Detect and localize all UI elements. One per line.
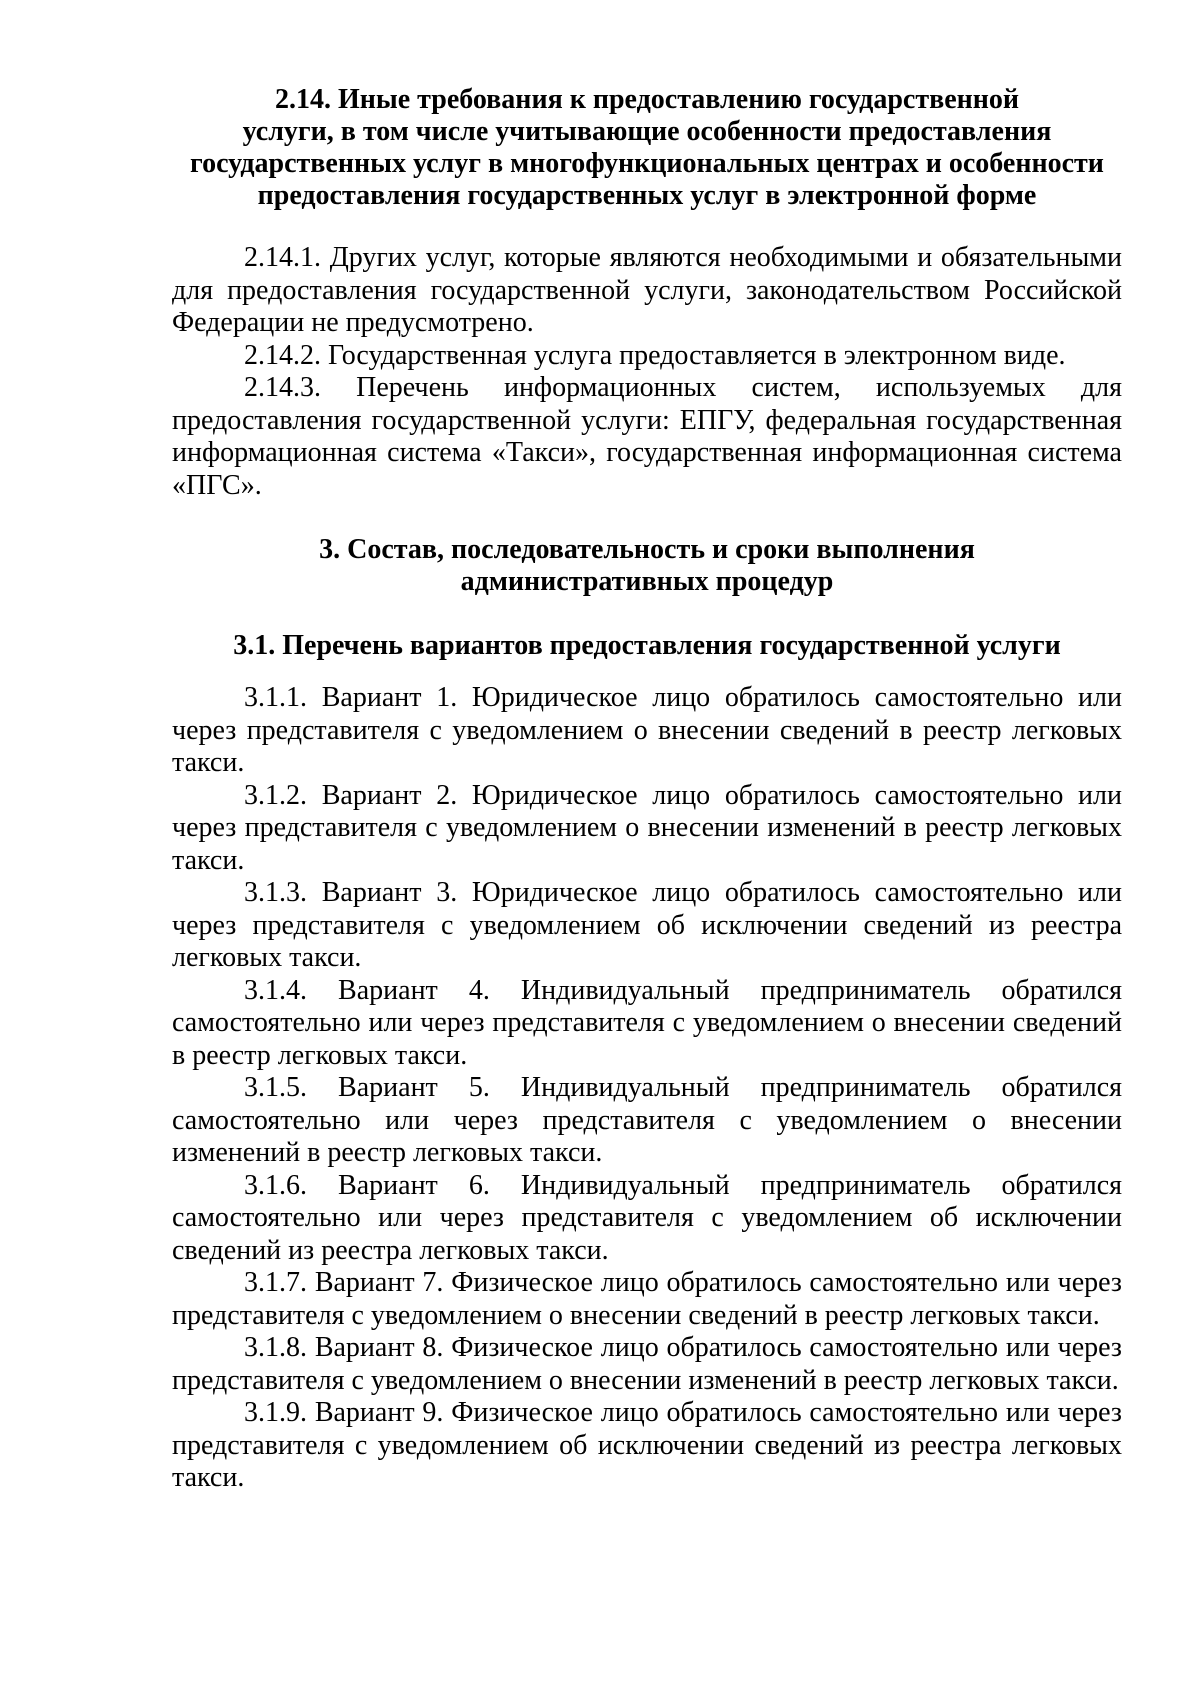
paragraph-3-1-5: 3.1.5. Вариант 5. Индивидуальный предприниматель обратился самостоятельно или через представителя с уведомлением о внесении изменений в реестр легковых такси. bbox=[172, 1072, 1122, 1168]
section-2-14-heading bbox=[172, 84, 1122, 212]
paragraph-3-1-8: 3.1.8. Вариант 8. Физическое лицо обратилось самостоятельно или через представителя с уведомлением о внесении изменений в реестр легковых такси. bbox=[172, 1332, 1122, 1396]
paragraph-2-14-3: 2.14.3. Перечень информационных систем, используемых для предоставления государственной услуги: ЕПГУ, федеральная государственная информационная система «Такси», государственная информационная система «ПГС». bbox=[172, 372, 1122, 501]
paragraph-2-14-1: 2.14.1. Других услуг, которые являются необходимыми и обязательными для предоставления государственной услуги, законодательством Российской Федерации не предусмотрено. bbox=[172, 242, 1122, 338]
paragraph-3-1-7: 3.1.7. Вариант 7. Физическое лицо обратилось самостоятельно или через представителя с уведомлением о внесении сведений в реестр легковых такси. bbox=[172, 1267, 1122, 1331]
heading-line: предоставления государственных услуг в электронной форме bbox=[257, 180, 1037, 211]
paragraph-3-1-6: 3.1.6. Вариант 6. Индивидуальный предприниматель обратился самостоятельно или через представителя с уведомлением об исключении сведений из реестра легковых такси. bbox=[172, 1169, 1122, 1266]
section-3-1-heading: 3.1. Перечень вариантов предоставления государственной услуги bbox=[233, 630, 1061, 661]
paragraph-3-1-9: 3.1.9. Вариант 9. Физическое лицо обратилось самостоятельно или через представителя с уведомлением об исключении сведений из реестра легковых такси. bbox=[172, 1397, 1122, 1493]
heading-line: 3. Состав, последовательность и сроки выполнения bbox=[319, 534, 975, 565]
document-page bbox=[172, 84, 1122, 1495]
section-3-heading bbox=[172, 534, 1122, 598]
heading-line: 2.14. Иные требования к предоставлению государственной bbox=[274, 84, 1020, 115]
paragraph-3-1-1: 3.1.1. Вариант 1. Юридическое лицо обратилось самостоятельно или через представителя с уведомлением о внесении сведений в реестр легковых такси. bbox=[172, 682, 1122, 778]
heading-line: услуги, в том числе учитывающие особенности предоставления bbox=[242, 116, 1052, 147]
paragraph-3-1-4: 3.1.4. Вариант 4. Индивидуальный предприниматель обратился самостоятельно или через представителя с уведомлением о внесении сведений в реестр легковых такси. bbox=[172, 974, 1122, 1071]
heading-line: административных процедур bbox=[460, 566, 834, 597]
heading-line: государственных услуг в многофункциональных центрах и особенности bbox=[190, 148, 1104, 179]
paragraph-3-1-3: 3.1.3. Вариант 3. Юридическое лицо обратилось самостоятельно или через представителя с уведомлением об исключении сведений из реестра легковых такси. bbox=[172, 877, 1122, 973]
paragraph-3-1-2: 3.1.2. Вариант 2. Юридическое лицо обратилось самостоятельно или через представителя с уведомлением о внесении изменений в реестр легковых такси. bbox=[172, 779, 1122, 876]
paragraph-2-14-2: 2.14.2. Государственная услуга предоставляется в электронном виде. bbox=[244, 339, 1066, 371]
